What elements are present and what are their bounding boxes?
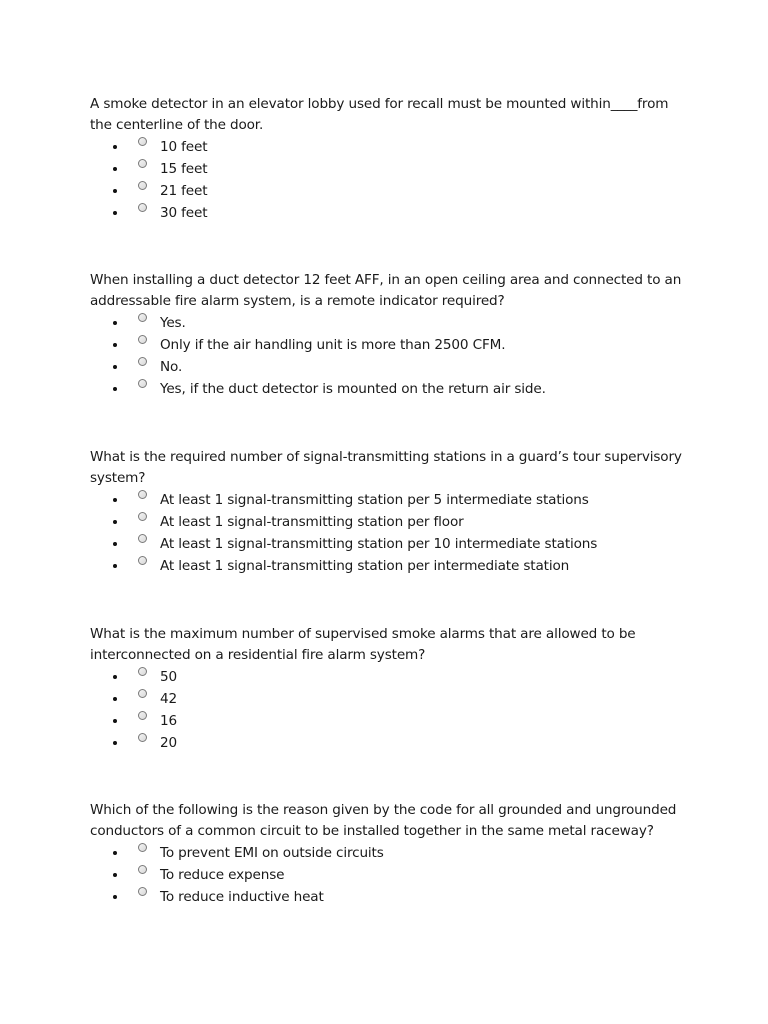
option-item[interactable] (90, 732, 690, 754)
bullet-icon (113, 321, 117, 325)
radio-button-icon[interactable] (138, 181, 147, 190)
bullet-icon (113, 520, 117, 524)
option-item[interactable] (90, 886, 690, 908)
radio-button-icon[interactable] (138, 203, 147, 212)
option-item[interactable] (90, 688, 690, 710)
radio-button-icon[interactable] (138, 534, 147, 543)
option-list (90, 666, 690, 754)
option-list (90, 312, 690, 400)
radio-button-icon[interactable] (138, 711, 147, 720)
option-label: 50 (160, 669, 177, 685)
radio-button-icon[interactable] (138, 733, 147, 742)
radio-button-icon[interactable] (138, 490, 147, 499)
option-label: 15 feet (160, 161, 208, 177)
option-item[interactable] (90, 533, 690, 555)
option-item[interactable] (90, 312, 690, 334)
option-label: To reduce expense (160, 867, 285, 883)
bullet-icon (113, 211, 117, 215)
radio-button-icon[interactable] (138, 689, 147, 698)
option-item[interactable] (90, 158, 690, 180)
bullet-icon (113, 542, 117, 546)
radio-button-icon[interactable] (138, 512, 147, 521)
radio-button-icon[interactable] (138, 843, 147, 852)
option-label: At least 1 signal-transmitting station per 10 intermediate stations (160, 536, 598, 552)
bullet-icon (113, 697, 117, 701)
radio-button-icon[interactable] (138, 159, 147, 168)
bullet-icon (113, 873, 117, 877)
option-label: Yes, if the duct detector is mounted on the return air side. (160, 381, 546, 397)
option-item[interactable] (90, 334, 690, 356)
option-item[interactable] (90, 555, 690, 577)
option-list (90, 842, 690, 908)
option-label: 10 feet (160, 139, 208, 155)
radio-button-icon[interactable] (138, 379, 147, 388)
option-item[interactable] (90, 842, 690, 864)
radio-button-icon[interactable] (138, 887, 147, 896)
radio-button-icon[interactable] (138, 865, 147, 874)
radio-button-icon[interactable] (138, 137, 147, 146)
option-item[interactable] (90, 511, 690, 533)
bullet-icon (113, 145, 117, 149)
option-item[interactable] (90, 180, 690, 202)
option-list (90, 136, 690, 224)
option-label: 42 (160, 691, 177, 707)
option-item[interactable] (90, 202, 690, 224)
question-text: A smoke detector in an elevator lobby used for recall must be mounted within____from the centerline of the door. (90, 96, 669, 133)
option-label: At least 1 signal-transmitting station per floor (160, 514, 464, 530)
bullet-icon (113, 387, 117, 391)
question-text: Which of the following is the reason given by the code for all grounded and ungrounded conductors of a common circuit to be installed together in the same metal raceway? (90, 802, 677, 839)
option-item[interactable] (90, 136, 690, 158)
radio-button-icon[interactable] (138, 335, 147, 344)
option-label: At least 1 signal-transmitting station per 5 intermediate stations (160, 492, 589, 508)
option-item[interactable] (90, 710, 690, 732)
option-label: At least 1 signal-transmitting station per intermediate station (160, 558, 570, 574)
question-3 (90, 447, 690, 577)
radio-button-icon[interactable] (138, 357, 147, 366)
option-item[interactable] (90, 378, 690, 400)
bullet-icon (113, 895, 117, 899)
option-item[interactable] (90, 864, 690, 886)
question-1 (90, 94, 690, 224)
option-label: Yes. (160, 315, 186, 331)
radio-button-icon[interactable] (138, 556, 147, 565)
option-label: No. (160, 359, 183, 375)
bullet-icon (113, 167, 117, 171)
bullet-icon (113, 343, 117, 347)
question-text: When installing a duct detector 12 feet AFF, in an open ceiling area and connected to an addressable fire alarm system, is a remote indicator required? (90, 272, 682, 309)
option-label: 16 (160, 713, 177, 729)
question-2 (90, 270, 690, 400)
option-label: 20 (160, 735, 177, 751)
question-text: What is the maximum number of supervised smoke alarms that are allowed to be interconnected on a residential fire alarm system? (90, 626, 636, 663)
bullet-icon (113, 851, 117, 855)
option-item[interactable] (90, 356, 690, 378)
option-label: 21 feet (160, 183, 208, 199)
bullet-icon (113, 365, 117, 369)
option-item[interactable] (90, 489, 690, 511)
option-label: Only if the air handling unit is more than 2500 CFM. (160, 337, 506, 353)
bullet-icon (113, 675, 117, 679)
bullet-icon (113, 719, 117, 723)
bullet-icon (113, 189, 117, 193)
option-item[interactable] (90, 666, 690, 688)
option-list (90, 489, 690, 577)
option-label: To prevent EMI on outside circuits (160, 845, 384, 861)
option-label: 30 feet (160, 205, 208, 221)
question-5 (90, 800, 690, 908)
question-text: What is the required number of signal-transmitting stations in a guard’s tour supervisory system? (90, 449, 682, 486)
option-label: To reduce inductive heat (160, 889, 324, 905)
bullet-icon (113, 741, 117, 745)
bullet-icon (113, 564, 117, 568)
radio-button-icon[interactable] (138, 313, 147, 322)
radio-button-icon[interactable] (138, 667, 147, 676)
question-4 (90, 624, 690, 754)
bullet-icon (113, 498, 117, 502)
